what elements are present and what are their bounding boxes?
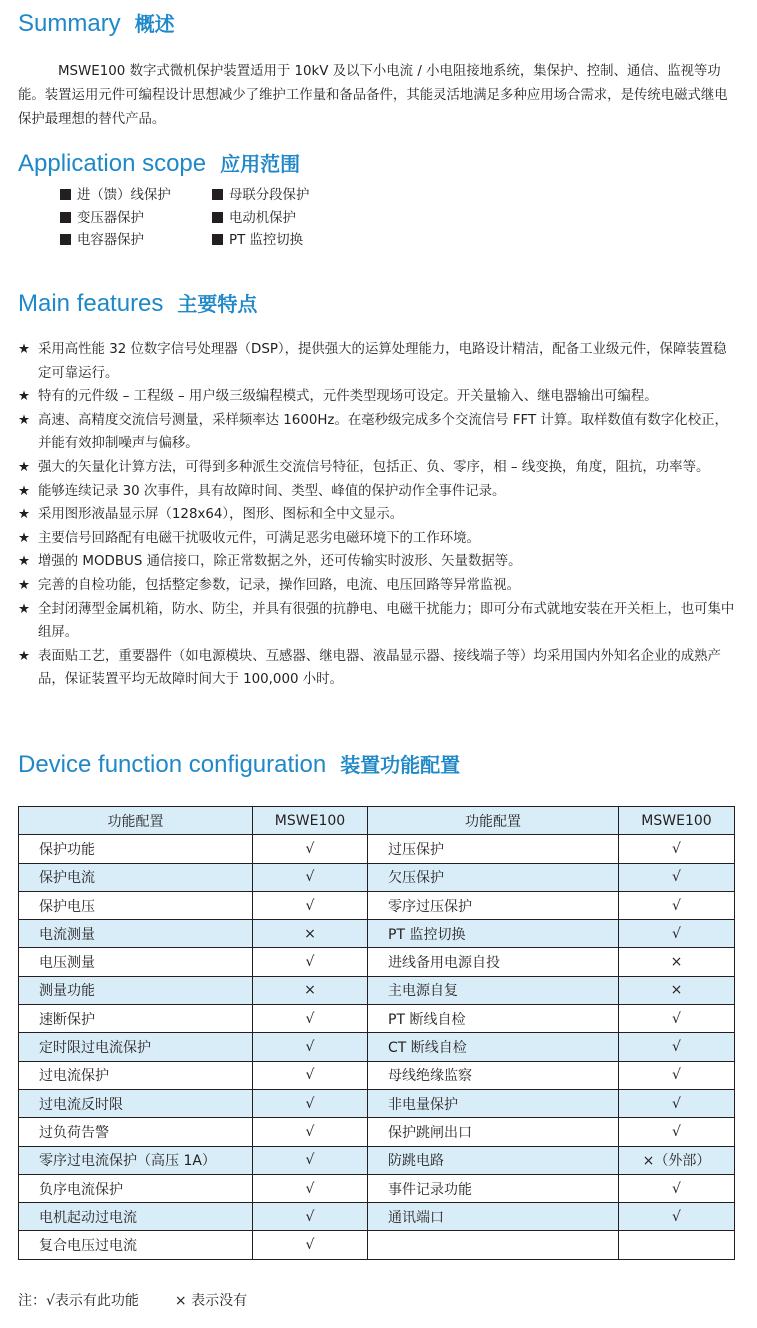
- function-name-cell: 负序电流保护: [19, 1174, 253, 1202]
- availability-cell: √: [253, 1061, 368, 1089]
- feature-item: [18, 338, 738, 385]
- feature-item: [18, 527, 738, 551]
- column-header: 功能配置: [19, 807, 253, 835]
- feature-text: 完善的自检功能，包括整定参数，记录，操作回路，电流、电压回路等异常监视。: [38, 577, 521, 593]
- availability-cell: √: [253, 1174, 368, 1202]
- availability-cell: ×: [619, 948, 735, 976]
- feature-item: [18, 645, 738, 692]
- star-bullet-icon: ★: [18, 648, 31, 664]
- availability-cell: √: [619, 920, 735, 948]
- table-row: [19, 948, 735, 976]
- function-name-cell: 过负荷告警: [19, 1118, 253, 1146]
- table-row: [19, 1203, 735, 1231]
- feature-text: 强大的矢量化计算方法，可得到多种派生交流信号特征，包括正、负、零序，相 – 线变换，角度，阻抗，功率等。: [38, 459, 710, 475]
- availability-cell: ×: [253, 920, 368, 948]
- feature-item: [18, 503, 738, 527]
- scope-list: [60, 185, 309, 253]
- function-name-cell: 过电流保护: [19, 1061, 253, 1089]
- scope-heading-cn: 应用范围: [220, 152, 301, 176]
- availability-cell: √: [253, 1231, 368, 1259]
- function-name-cell: 母线绝缘监察: [368, 1061, 619, 1089]
- availability-cell: √: [253, 891, 368, 919]
- availability-cell: √: [619, 1203, 735, 1231]
- square-bullet-icon: [212, 189, 223, 200]
- column-header: MSWE100: [619, 807, 735, 835]
- feature-item: [18, 480, 738, 504]
- scope-row: [60, 230, 309, 253]
- star-bullet-icon: ★: [18, 554, 31, 570]
- features-heading-cn: 主要特点: [177, 292, 258, 316]
- feature-text: 采用高性能 32 位数字信号处理器（DSP），提供强大的运算处理能力，电路设计精洁，配备工业级元件，保障装置稳定可靠运行。: [38, 342, 727, 381]
- availability-cell: ×: [619, 976, 735, 1004]
- function-name-cell: 电压测量: [19, 948, 253, 976]
- column-header: MSWE100: [253, 807, 368, 835]
- function-name-cell: 保护跳闸出口: [368, 1118, 619, 1146]
- availability-cell: √: [619, 1061, 735, 1089]
- scope-item: 电容器保护: [77, 233, 144, 248]
- features-list: [18, 338, 738, 692]
- availability-cell: √: [619, 1118, 735, 1146]
- table-row: [19, 1061, 735, 1089]
- feature-item: [18, 574, 738, 598]
- availability-cell: √: [253, 1118, 368, 1146]
- availability-cell: √: [619, 1174, 735, 1202]
- feature-text: 能够连续记录 30 次事件，具有故障时间、类型、峰值的保护动作全事件记录。: [38, 483, 506, 499]
- table-row: [19, 891, 735, 919]
- function-name-cell: 防跳电路: [368, 1146, 619, 1174]
- config-heading: [18, 749, 460, 779]
- function-name-cell: 主电源自复: [368, 976, 619, 1004]
- function-config-table: [18, 806, 735, 1260]
- availability-cell: √: [253, 863, 368, 891]
- function-name-cell: 复合电压过电流: [19, 1231, 253, 1259]
- summary-heading-en: Summary: [18, 10, 121, 37]
- features-heading: [18, 288, 257, 318]
- scope-item: 电动机保护: [229, 210, 296, 226]
- function-name-cell: 零序过电流保护（高压 1A）: [19, 1146, 253, 1174]
- availability-cell: √: [619, 1005, 735, 1033]
- availability-cell: [619, 1231, 735, 1259]
- availability-cell: √: [619, 1089, 735, 1117]
- table-row: [19, 863, 735, 891]
- table-header-row: [19, 807, 735, 835]
- feature-item: [18, 385, 738, 409]
- star-bullet-icon: ★: [18, 412, 31, 428]
- summary-text: MSWE100 数字式微机保护装置适用于 10kV 及以下小电流 / 小电阻接地系统，集保护、控制、通信、监视等功能。装置运用元件可编程设计思想减少了维护工作量和备品备件，其能灵活地满足多种应用场合需求，是传统电磁式继电保护最理想的替代产品。: [18, 64, 728, 127]
- function-name-cell: 通讯端口: [368, 1203, 619, 1231]
- square-bullet-icon: [60, 212, 71, 223]
- star-bullet-icon: ★: [18, 459, 31, 475]
- availability-cell: √: [253, 1203, 368, 1231]
- star-bullet-icon: ★: [18, 507, 31, 523]
- legend-note: [18, 1290, 283, 1310]
- table-row: [19, 1231, 735, 1259]
- availability-cell: √: [253, 1005, 368, 1033]
- note-label: 注：√表示有此功能: [18, 1293, 139, 1309]
- function-name-cell: PT 监控切换: [368, 920, 619, 948]
- table-row: [19, 1089, 735, 1117]
- function-name-cell: 电机起动过电流: [19, 1203, 253, 1231]
- function-name-cell: 保护电压: [19, 891, 253, 919]
- star-bullet-icon: ★: [18, 530, 31, 546]
- availability-cell: √: [253, 1089, 368, 1117]
- feature-text: 增强的 MODBUS 通信接口，除正常数据之外，还可传输实时波形、矢量数据等。: [38, 554, 522, 570]
- availability-cell: √: [619, 1033, 735, 1061]
- function-name-cell: CT 断线自检: [368, 1033, 619, 1061]
- square-bullet-icon: [212, 212, 223, 223]
- availability-cell: ×（外部）: [619, 1146, 735, 1174]
- function-name-cell: 测量功能: [19, 976, 253, 1004]
- square-bullet-icon: [60, 189, 71, 200]
- function-name-cell: PT 断线自检: [368, 1005, 619, 1033]
- feature-text: 主要信号回路配有电磁干扰吸收元件，可满足恶劣电磁环境下的工作环境。: [38, 530, 480, 546]
- function-name-cell: 零序过压保护: [368, 891, 619, 919]
- availability-cell: √: [619, 863, 735, 891]
- availability-cell: √: [619, 835, 735, 863]
- table-row: [19, 1118, 735, 1146]
- config-heading-en: Device function configuration: [18, 751, 327, 778]
- scope-item: PT 监控切换: [229, 233, 304, 248]
- scope-item: 进（馈）线保护: [77, 188, 171, 203]
- feature-item: [18, 409, 738, 456]
- config-heading-cn: 装置功能配置: [340, 753, 461, 777]
- feature-text: 表面贴工艺，重要器件（如电源模块、互感器、继电器、液晶显示器、接线端子等）均采用国内外知名企业的成熟产品，保证装置平均无故障时间大于 100,000 小时。: [38, 648, 721, 688]
- square-bullet-icon: [212, 234, 223, 245]
- function-name-cell: 欠压保护: [368, 863, 619, 891]
- function-name-cell: 保护功能: [19, 835, 253, 863]
- function-name-cell: 保护电流: [19, 863, 253, 891]
- function-name-cell: 进线备用电源自投: [368, 948, 619, 976]
- feature-text: 采用图形液晶显示屏（128x64），图形、图标和全中文显示。: [38, 507, 404, 523]
- table-row: [19, 1033, 735, 1061]
- function-name-cell: 非电量保护: [368, 1089, 619, 1117]
- function-name-cell: 定时限过电流保护: [19, 1033, 253, 1061]
- note-label-2: × 表示没有: [174, 1293, 248, 1309]
- scope-item: 变压器保护: [77, 210, 144, 226]
- availability-cell: ×: [253, 976, 368, 1004]
- feature-item: [18, 456, 738, 480]
- feature-text: 全封闭薄型金属机箱，防水、防尘，并具有很强的抗静电、电磁干扰能力；即可分布式就地安装在开关柜上，也可集中组屏。: [38, 601, 735, 641]
- scope-row: [60, 185, 309, 208]
- table-row: [19, 1146, 735, 1174]
- star-bullet-icon: ★: [18, 483, 31, 499]
- function-name-cell: [368, 1231, 619, 1259]
- star-bullet-icon: ★: [18, 389, 31, 405]
- availability-cell: √: [253, 835, 368, 863]
- scope-heading: [18, 148, 300, 178]
- table-row: [19, 1174, 735, 1202]
- feature-text: 特有的元件级 – 工程级 – 用户级三级编程模式，元件类型现场可设定。开关量输入、继电器输出可编程。: [38, 389, 658, 405]
- star-bullet-icon: ★: [18, 342, 31, 357]
- availability-cell: √: [253, 1146, 368, 1174]
- feature-item: [18, 598, 738, 645]
- column-header: 功能配置: [368, 807, 619, 835]
- scope-item: 母联分段保护: [229, 188, 310, 203]
- table-row: [19, 835, 735, 863]
- table-row: [19, 976, 735, 1004]
- function-name-cell: 过电流反时限: [19, 1089, 253, 1117]
- scope-row: [60, 208, 309, 231]
- star-bullet-icon: ★: [18, 601, 31, 617]
- summary-heading: [18, 8, 175, 38]
- function-name-cell: 过压保护: [368, 835, 619, 863]
- feature-text: 高速、高精度交流信号测量，采样频率达 1600Hz。在毫秒级完成多个交流信号 FFT 计算。取样数值有数字化校正，并能有效抑制噪声与偏移。: [38, 412, 728, 452]
- table-row: [19, 920, 735, 948]
- square-bullet-icon: [60, 234, 71, 245]
- function-name-cell: 事件记录功能: [368, 1174, 619, 1202]
- feature-item: [18, 550, 738, 574]
- function-name-cell: 电流测量: [19, 920, 253, 948]
- availability-cell: √: [619, 891, 735, 919]
- star-bullet-icon: ★: [18, 577, 31, 593]
- availability-cell: √: [253, 948, 368, 976]
- summary-heading-cn: 概述: [134, 12, 175, 36]
- scope-heading-en: Application scope: [18, 150, 207, 177]
- availability-cell: √: [253, 1033, 368, 1061]
- function-name-cell: 速断保护: [19, 1005, 253, 1033]
- features-heading-en: Main features: [18, 290, 164, 317]
- table-row: [19, 1005, 735, 1033]
